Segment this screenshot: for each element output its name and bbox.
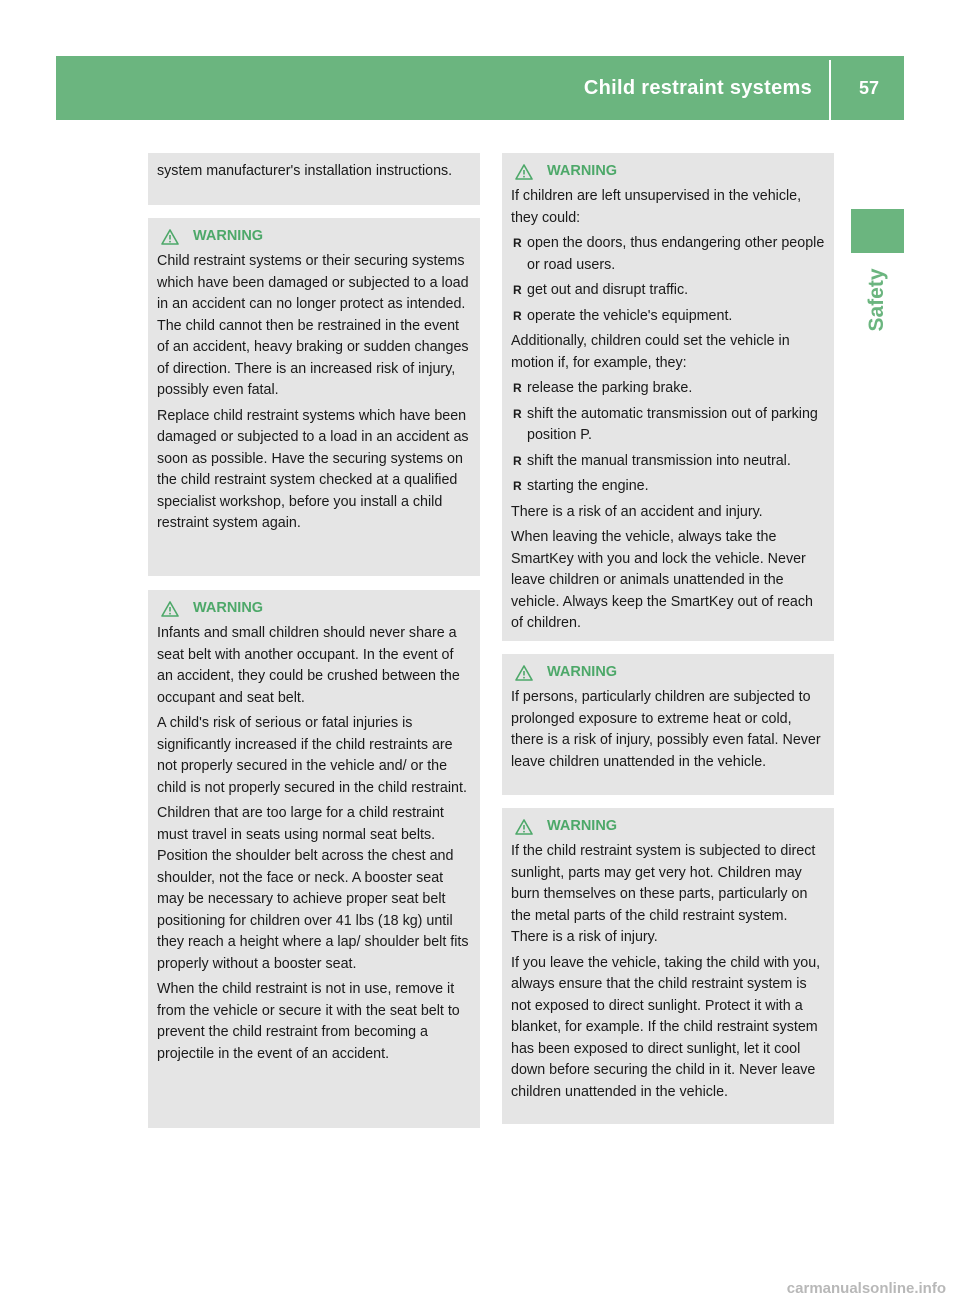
chapter-tab <box>851 209 904 253</box>
paragraph: When leaving the vehicle, always take the SmartKey with you and lock the vehicle. Never leave children or animals unattended in the vehicle. Always keep the SmartKey out of reach of children. <box>511 529 813 631</box>
warning-label: WARNING <box>547 664 618 681</box>
paragraph: Children that are too large for a child restraint must travel in seats using normal seat belts. Position the shoulder belt across the chest and shoulder, not the face or neck. A booster seat may be necessary to achieve proper seat belt positioning for children over 41 lbs (18 kg) until they reach a height where a lap/ shoulder belt fits properly without a booster seat. <box>157 805 469 972</box>
list-item: R open the doors, thus endangering other people or road users. <box>511 233 827 276</box>
bullet-list <box>511 378 827 498</box>
paragraph: Replace child restraint systems which have been damaged or subjected to a load in an accident as soon as possible. Have the securing systems on the child restraint system checked at a qualified specialist workshop, before you install a child restraint system again. <box>157 407 469 531</box>
warning-triangle-icon <box>161 229 179 245</box>
list-item: R release the parking brake. <box>511 378 827 400</box>
paragraph: Infants and small children should never share a seat belt with another occupant. In the event of an accident, they could be crushed between the occupant and seat belt. <box>157 625 460 706</box>
header-divider <box>829 60 831 120</box>
warning-triangle-icon <box>515 819 533 835</box>
paragraph: system manufacturer's installation instructions. <box>157 163 453 179</box>
warning-triangle-icon <box>515 665 533 681</box>
paragraph: If children are left unsupervised in the vehicle, they could: <box>511 188 802 226</box>
warning-heading <box>511 662 827 684</box>
paragraph: When the child restraint is not in use, remove it from the vehicle or secure it with the seat belt to prevent the child restraint from becoming a projectile in the event of an accident. <box>157 981 460 1062</box>
warning-box-extreme-heat <box>502 654 834 795</box>
list-item: R starting the engine. <box>511 476 827 498</box>
warning-box-unsupervised-children <box>502 153 834 641</box>
warning-label: WARNING <box>547 163 618 180</box>
warning-box-direct-sunlight <box>502 808 834 1124</box>
watermark-text: carmanualsonline.info <box>786 1280 946 1297</box>
warning-triangle-icon <box>515 164 533 180</box>
warning-box-seat-belt-sharing <box>148 590 480 1128</box>
list-item: R get out and disrupt traffic. <box>511 280 827 302</box>
page-header <box>56 56 904 120</box>
paragraph: Additionally, children could set the vehicle in motion if, for example, they: <box>511 333 790 371</box>
warning-heading <box>511 816 827 838</box>
chapter-label: Safety <box>865 268 888 332</box>
section-title: Child restraint systems <box>583 76 812 99</box>
warning-label: WARNING <box>547 818 618 835</box>
paragraph: Child restraint systems or their securing systems which have been damaged or subjected to a load in an accident can no longer protect as intended. The child cannot then be restrained in the event of an accident, heavy braking or sudden changes of direction. There is an increased risk of injury, possibly even fatal. <box>157 253 469 398</box>
paragraph: If persons, particularly children are subjected to prolonged exposure to extreme heat or cold, there is a risk of injury, possibly even fatal. Never leave children unattended in the vehicle. <box>511 689 821 770</box>
continuation-box <box>148 153 480 205</box>
paragraph: A child's risk of serious or fatal injuries is significantly increased if the child restraints are not properly secured in the vehicle and/ or the child is not properly secured in the child restraint. <box>157 715 467 796</box>
list-item: R shift the automatic transmission out of parking position P. <box>511 404 827 447</box>
paragraph: If you leave the vehicle, taking the child with you, always ensure that the child restraint system is not exposed to direct sunlight. Protect it with a blanket, for example. If the child restraint system has been exposed to direct sunlight, let it cool down before securing the child in it. Never leave children unattended in the vehicle. <box>511 954 821 1100</box>
warning-heading <box>157 598 473 620</box>
paragraph: If the child restraint system is subjected to direct sunlight, parts may get very hot. Children may burn themselves on these parts, particularly on the metal parts of the child restraint system. There is a risk of injury. <box>511 843 816 945</box>
warning-box-damaged-restraints <box>148 218 480 576</box>
bullet-list <box>511 233 827 327</box>
paragraph: There is a risk of an accident and injury. <box>511 503 763 520</box>
list-item: R operate the vehicle's equipment. <box>511 306 827 328</box>
list-item: R shift the manual transmission into neutral. <box>511 451 827 473</box>
warning-label: WARNING <box>193 228 264 245</box>
warning-label: WARNING <box>193 600 264 617</box>
warning-heading <box>157 226 473 248</box>
page-number: 57 <box>858 77 880 98</box>
warning-triangle-icon <box>161 601 179 617</box>
warning-heading <box>511 161 827 183</box>
